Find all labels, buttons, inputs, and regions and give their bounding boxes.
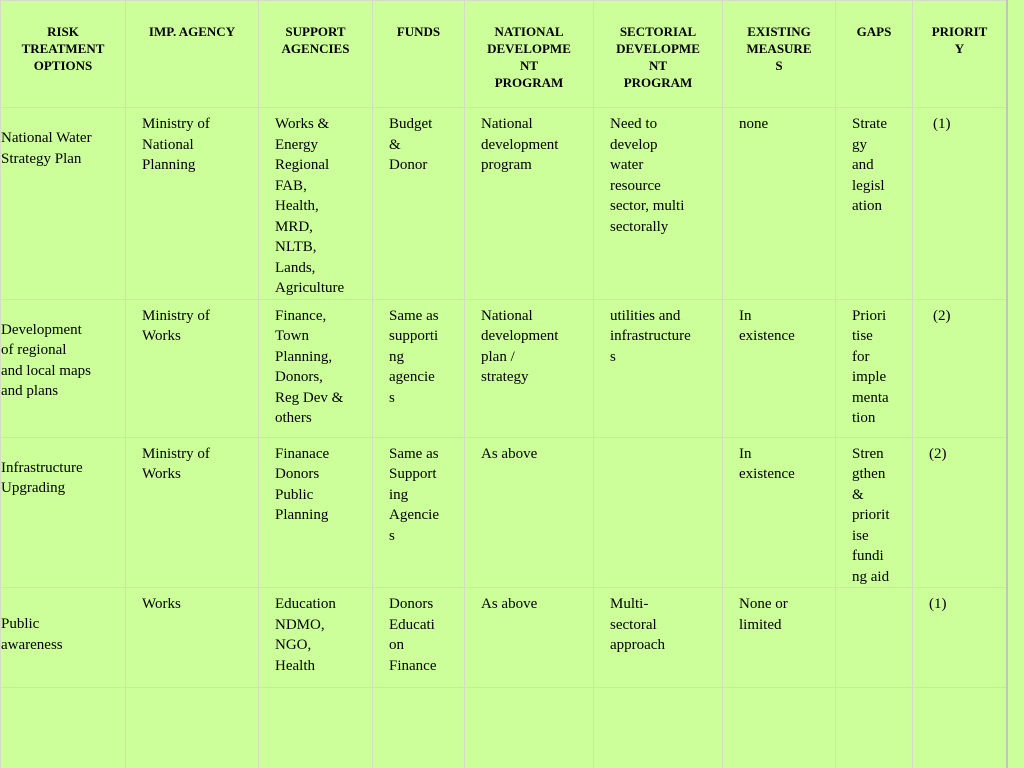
cell-option	[1, 588, 126, 688]
header-sectorial-development-program: SECTORIAL DEVELOPME NT PROGRAM	[594, 1, 723, 108]
cell-sectorial	[594, 688, 723, 768]
cell-agency: Ministry of Works	[126, 299, 259, 437]
cell-gaps: Stren gthen & priorit ise fundi ng aid	[836, 437, 913, 588]
cell-support: Finanace Donors Public Planning	[259, 437, 373, 588]
cell-priority: (2)	[913, 437, 1007, 588]
cell-funds: Same as Support ing Agencie s	[373, 437, 465, 588]
option-text: Infrastructure Upgrading	[1, 459, 83, 496]
cell-national: National development plan / strategy	[465, 299, 594, 437]
cell-gaps: Priori tise for imple menta tion	[836, 299, 913, 437]
cell-existing	[723, 688, 836, 768]
cell-existing: In existence	[723, 299, 836, 437]
cell-agency: Ministry of Works	[126, 437, 259, 588]
cell-support: Finance, Town Planning, Donors, Reg Dev & others	[259, 299, 373, 437]
header-existing-measures: EXISTING MEASURE S	[723, 1, 836, 108]
table-row	[1, 588, 1007, 688]
cell-priority: (2)	[913, 299, 1007, 437]
cell-funds: Budget & Donor	[373, 108, 465, 300]
cell-priority: (1)	[913, 588, 1007, 688]
cell-funds: Same as supporti ng agencie s	[373, 299, 465, 437]
cell-existing: none	[723, 108, 836, 300]
cell-funds	[373, 688, 465, 768]
header-national-development-program: NATIONAL DEVELOPME NT PROGRAM	[465, 1, 594, 108]
cell-option	[1, 437, 126, 588]
cell-national: As above	[465, 437, 594, 588]
option-text: Development of regional and local maps and plans	[1, 321, 91, 399]
cell-gaps	[836, 688, 913, 768]
cell-existing: In existence	[723, 437, 836, 588]
header-imp-agency: IMP. AGENCY	[126, 1, 259, 108]
cell-sectorial: Need to develop water resource sector, multi sectorally	[594, 108, 723, 300]
cell-agency: Works	[126, 588, 259, 688]
cell-sectorial: Multi- sectoral approach	[594, 588, 723, 688]
cell-agency: Ministry of National Planning	[126, 108, 259, 300]
cell-sectorial: utilities and infrastructure s	[594, 299, 723, 437]
cell-sectorial	[594, 437, 723, 588]
cell-support: Education NDMO, NGO, Health	[259, 588, 373, 688]
header-row	[1, 1, 1007, 108]
cell-gaps	[836, 588, 913, 688]
cell-option	[1, 108, 126, 300]
right-edge-divider	[1006, 0, 1008, 768]
cell-existing: None or limited	[723, 588, 836, 688]
table-row	[1, 108, 1007, 300]
cell-option	[1, 688, 126, 768]
cell-funds: Donors Educati on Finance	[373, 588, 465, 688]
cell-national	[465, 688, 594, 768]
cell-agency	[126, 688, 259, 768]
table-row	[1, 299, 1007, 437]
cell-option	[1, 299, 126, 437]
header-funds: FUNDS	[373, 1, 465, 108]
header-risk-treatment-options: RISK TREATMENT OPTIONS	[1, 1, 126, 108]
cell-priority: (1)	[913, 108, 1007, 300]
cell-support	[259, 688, 373, 768]
option-text: Public awareness	[1, 616, 63, 653]
header-gaps: GAPS	[836, 1, 913, 108]
cell-support: Works & Energy Regional FAB, Health, MRD, NLTB, Lands, Agriculture	[259, 108, 373, 300]
cell-priority	[913, 688, 1007, 768]
cell-national: As above	[465, 588, 594, 688]
table-row	[1, 688, 1007, 768]
cell-gaps: Strate gy and legisl ation	[836, 108, 913, 300]
cell-national: National development program	[465, 108, 594, 300]
option-text: National Water Strategy Plan	[1, 130, 92, 167]
header-priority: PRIORIT Y	[913, 1, 1007, 108]
header-support-agencies: SUPPORT AGENCIES	[259, 1, 373, 108]
table-row	[1, 437, 1007, 588]
